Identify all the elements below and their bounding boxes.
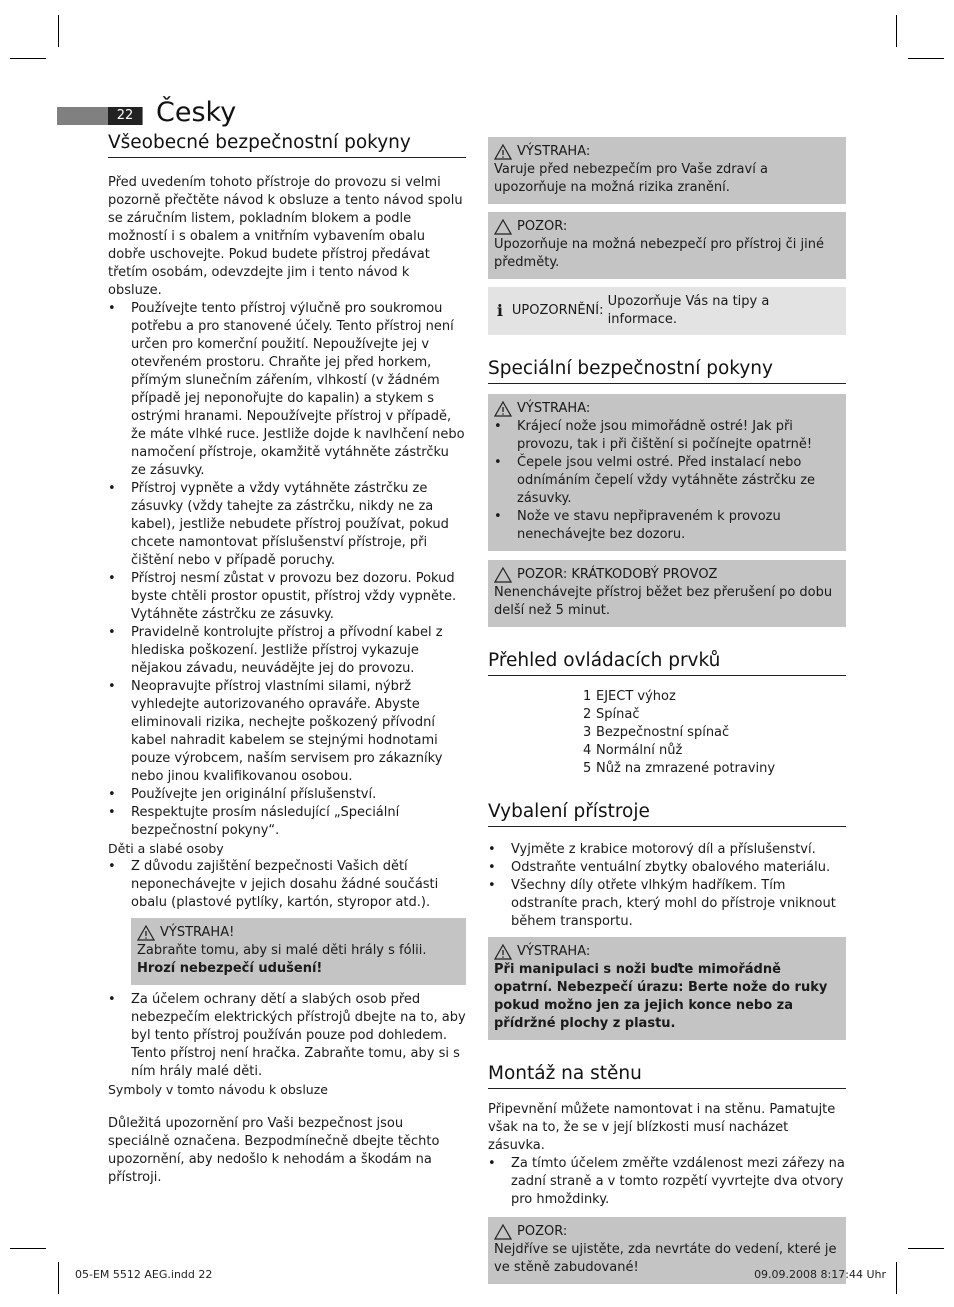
wall-list — [488, 1155, 846, 1209]
warning-text: Zabraňte tomu, aby si malé děti hrály s fólii. — [137, 943, 427, 958]
box-text: Upozorňuje Vás na tipy a informace. — [607, 294, 770, 327]
box-title: POZOR: KRÁTKODOBÝ PROVOZ — [517, 567, 718, 582]
legend-box-warning — [488, 137, 846, 204]
list-item: • Z důvodu zajištění bezpečnosti Vašich dětí neponechávejte v jejich dosahu žádné součásti obalu (plastové pytlíky, kartón, styropor atd.). — [108, 858, 466, 912]
list-item: • Pravidelně kontrolujte přístroj a přívodní kabel z hlediska poškození. Jestliže přístroj vykazuje nějakou závadu, neuvádějte jej do provozu. — [108, 624, 466, 678]
list-item: • Za účelem ochrany dětí a slabých osob před nebezpečím elektrických přístrojů dbejte na to, aby byl tento přístroj používán pouze pod dohledem. Tento přístroj není hračka. Zabraňte tomu, aby si s ním hrály malé děti. — [108, 991, 466, 1081]
caution-triangle-icon — [494, 1224, 512, 1240]
control-item: 3 Bezpečnostní spínač — [583, 725, 730, 740]
warning-bold-text: Hrozí nebezpečí udušení! — [137, 961, 323, 976]
crop-mark — [908, 1248, 944, 1249]
page-title: Česky — [156, 97, 237, 128]
list-item: • Neopravujte přístroj vlastními silami, nýbrž vyhledejte autorizovaného opraváře. Abyste eliminovali rizika, nechejte poškozený přívodní kabel nahradit kabelem se stejnými hodnotami pouze výrobcem, naším servisem pro zákazníky nebo jinou kvalifikovanou osobou. — [108, 678, 466, 786]
control-item: 1 EJECT výhoz — [583, 689, 676, 704]
crop-mark — [908, 58, 944, 59]
legend-box-caution — [488, 212, 846, 279]
warning-triangle-icon — [494, 401, 512, 417]
list-item: • Přístroj nesmí zůstat v provozu bez dozoru. Pokud byste chtěli prostor opustit, přístroj vždy vypněte. Vytáhněte zástrčku ze zásuvky. — [108, 570, 466, 624]
box-text: Nejdříve se ujistěte, zda nevrtáte do vedení, které je ve stěně zabudované! — [494, 1242, 837, 1275]
special-warning-list — [494, 418, 840, 544]
warning-triangle-icon — [494, 144, 512, 160]
control-item: 4 Normální nůž — [583, 743, 683, 758]
page-number: 22 — [108, 107, 142, 125]
box-title: POZOR: — [517, 219, 568, 234]
special-warning-box — [488, 394, 846, 551]
symbols-paragraph: Důležitá upozornění pro Vaši bezpečnost jsou speciálně označena. Bezpodmínečně dbejte těchto upozornění, aby nedošlo k nehodám a škodám na přístroji. — [108, 1116, 440, 1185]
control-item: 5 Nůž na zmrazené potraviny — [583, 761, 776, 776]
caution-triangle-icon — [494, 219, 512, 235]
crop-mark — [10, 58, 46, 59]
box-title: VÝSTRAHA: — [517, 944, 591, 959]
unpack-warning-box — [488, 937, 846, 1040]
crop-mark — [58, 1262, 59, 1294]
list-item: • Odstraňte ventuální zbytky obalového materiálu. — [488, 859, 846, 877]
footer-timestamp: 09.09.2008 8:17:44 Uhr — [754, 1268, 886, 1281]
intro-paragraph: Před uvedením tohoto přístroje do provozu si velmi pozorně přečtěte návod k obsluze a tento návod spolu se záručním listem, pokladním blokem a podle možností i s obalem a vnitřním vybavením obalu dobře uschovejte. Pokud budete přístroj předávat třetím osobám, odevzdejte jim i tento návod k obsluze. — [108, 175, 463, 298]
wall-paragraph: Připevnění můžete namontovat i na stěnu. Pamatujte však na to, že se v její blízkosti musí nacházet zásuvka. — [488, 1102, 836, 1153]
legend-box-notice — [488, 287, 846, 335]
list-item: • Nože ve stavu nepřipraveném k provozu nenechávejte bez dozoru. — [494, 508, 840, 544]
box-title: POZOR: — [517, 1224, 568, 1239]
crop-mark — [10, 1248, 46, 1249]
crop-mark — [58, 15, 59, 47]
controls-list — [488, 688, 846, 778]
caution-triangle-icon — [494, 567, 512, 583]
box-text: Upozorňuje na možná nebezpečí pro přístroj či jiné předměty. — [494, 237, 824, 270]
crop-mark — [896, 15, 897, 47]
box-text: Varuje před nebezpečím pro Vaše zdraví a upozorňuje na možná rizika zranění. — [494, 162, 768, 195]
warning-triangle-icon — [137, 925, 155, 941]
box-title: VÝSTRAHA: — [517, 144, 591, 159]
list-item: • Používejte jen originální příslušenství. — [108, 786, 466, 804]
box-title: VÝSTRAHA: — [517, 401, 591, 416]
unpack-list — [488, 841, 846, 931]
warning-title: VÝSTRAHA! — [160, 925, 235, 940]
crop-mark — [896, 1262, 897, 1294]
subheading-symbols: Symboly v tomto návodu k obsluze — [108, 1082, 328, 1097]
warning-box-children — [131, 918, 466, 985]
list-item: • Respektujte prosím následující „Speciální bezpečnostní pokyny“. — [108, 804, 466, 840]
list-item: • Za tímto účelem změřte vzdálenost mezi zářezy na zadní straně a v tomto rozpětí vyvrtejte dva otvory pro hmoždinky. — [488, 1155, 846, 1209]
short-operation-box — [488, 560, 846, 627]
subheading-children: Děti a slabé osoby — [108, 841, 224, 856]
box-title: UPOZORNĚNÍ: — [511, 303, 604, 318]
list-item: • Všechny díly otřete vlhkým hadříkem. Tím odstraníte prach, který mohl do přístroje vniknout během transportu. — [488, 877, 846, 931]
list-item: • Vyjměte z krabice motorový díl a příslušenství. — [488, 841, 846, 859]
section-heading-general-safety: Všeobecné bezpečnostní pokyny — [108, 131, 466, 158]
list-item: • Krájecí nože jsou mimořádně ostré! Jak při provozu, tak i při čištění si počínejte opatrně! — [494, 418, 840, 454]
list-item: • Používejte tento přístroj výlučně pro soukromou potřebu a pro stanovené účely. Tento přístroj není určen pro komerční použití. Nepoužívejte jej v otevřeném prostoru. Chraňte jej před horkem, přímým slunečním zářením, vlhkostí (v žádném případě jej neponořujte do kapalin) a stykem s ostrými hranami. Nepoužívejte přístroj v případě, že máte vlhké ruce. Jestliže dojde k navlhčení nebo namočení přístroje, okamžitě vytáhněte zástrčku ze zásuvky. — [108, 300, 466, 480]
children-list — [108, 858, 466, 912]
children-list-2 — [108, 991, 466, 1081]
list-item: • Přístroj vypněte a vždy vytáhněte zástrčku ze zásuvky (vždy tahejte za zástrčku, nikdy ne za kabel), jestliže nebudete přístroj používat, pokud chcete namontovat příslušenství přístroje, při čištění nebo v případě poruchy. — [108, 480, 466, 570]
list-item: • Čepele jsou velmi ostré. Před instalací nebo odnímáním čepelí vždy vytáhněte zástrčku ze zásuvky. — [494, 454, 840, 508]
section-heading-unpacking: Vybalení přístroje — [488, 800, 846, 827]
section-heading-wall-mount: Montáž na stěnu — [488, 1062, 846, 1089]
warning-triangle-icon — [494, 944, 512, 960]
section-heading-controls: Přehled ovládacích prvků — [488, 649, 846, 676]
safety-list — [108, 300, 466, 840]
right-column — [488, 137, 846, 1284]
control-item: 2 Spínač — [583, 707, 640, 722]
box-bold-text: Při manipulaci s noži buďte mimořádně opatrní. Nebezpečí úrazu: Berte nože do ruky pokud možno jen za jejich konce nebo za přídržné plochy z plastu. — [494, 962, 828, 1031]
section-heading-special-safety: Speciální bezpečnostní pokyny — [488, 357, 846, 384]
footer-file-info: 05-EM 5512 AEG.indd 22 — [75, 1268, 213, 1281]
left-column — [108, 131, 466, 1187]
info-icon: i — [496, 301, 503, 320]
box-text: Nenenchávejte přístroj běžet bez přerušení po dobu delší než 5 minut. — [494, 585, 833, 618]
